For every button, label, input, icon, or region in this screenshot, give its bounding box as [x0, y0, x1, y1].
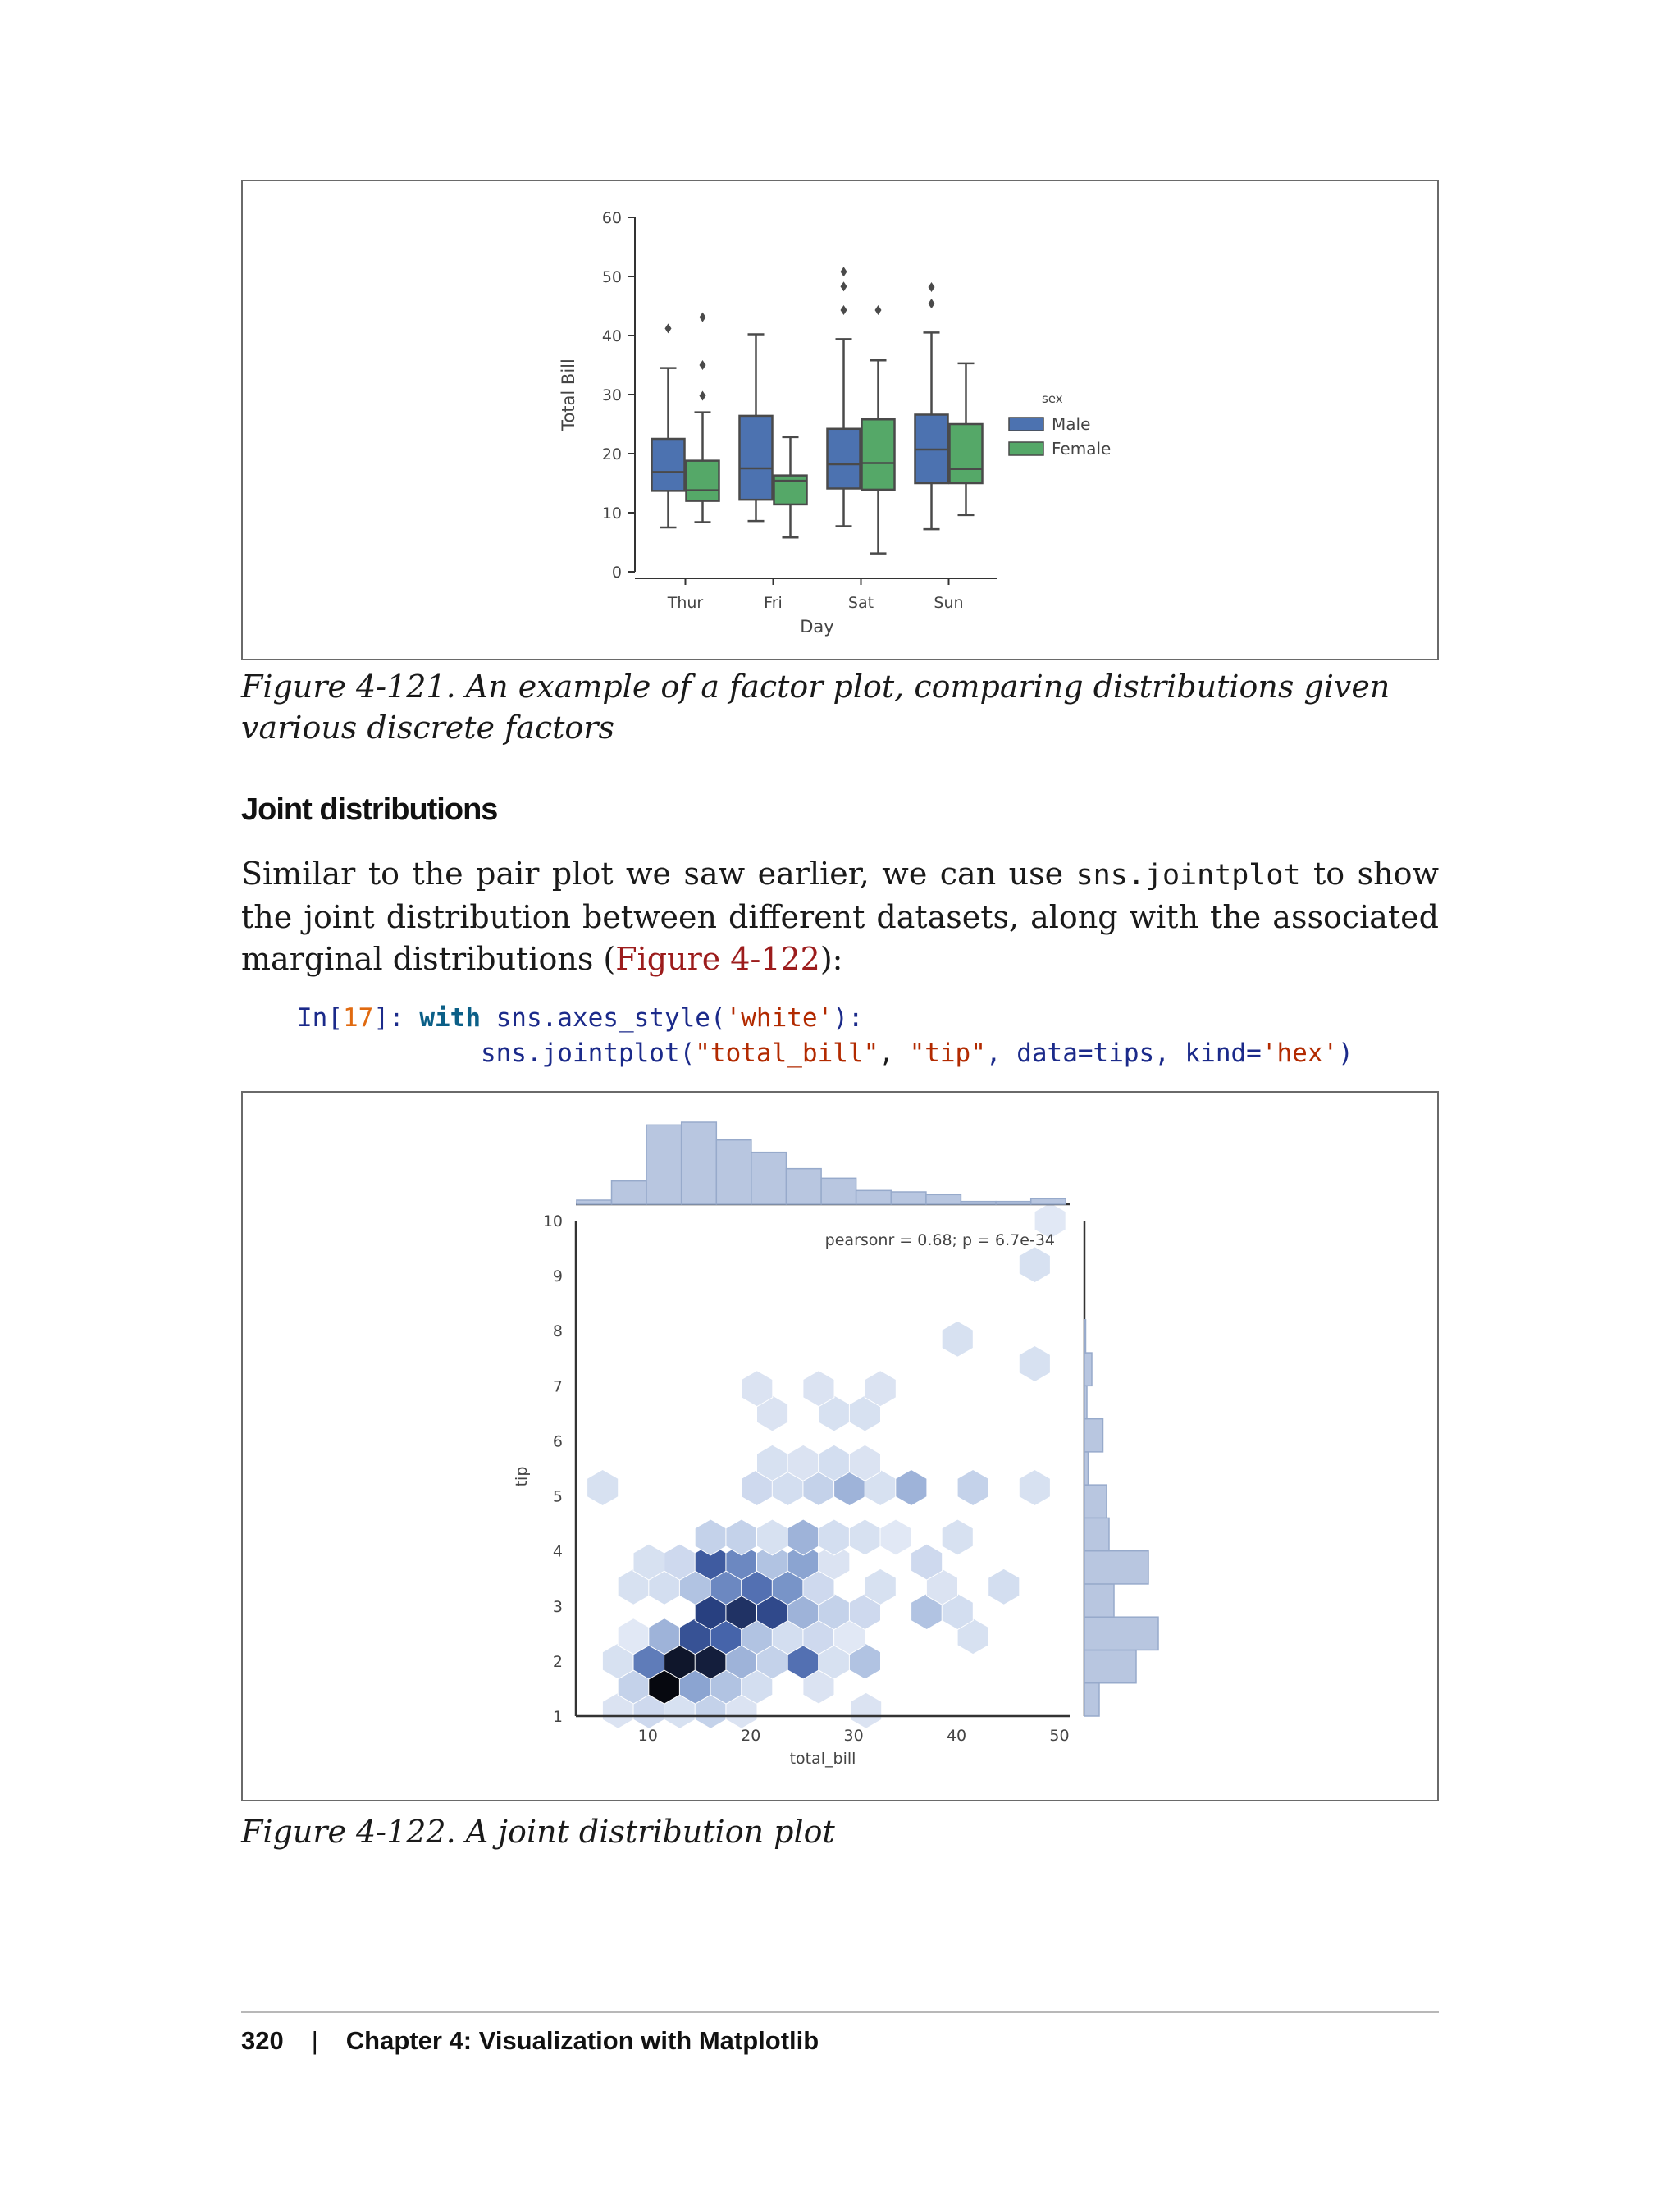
hexbin-cell: [896, 1470, 927, 1506]
box-female-thur: [687, 313, 719, 523]
correlation-annotation: pearsonr = 0.68; p = 6.7e-34: [824, 1231, 1055, 1249]
code-line2-string3: 'hex': [1261, 1039, 1339, 1068]
marginal-x-bar: [786, 1169, 821, 1204]
iqr-box: [862, 419, 895, 490]
hexbin-cell: [988, 1568, 1020, 1605]
marginal-x-bar: [821, 1178, 856, 1204]
hexbin-cell: [880, 1519, 911, 1555]
outlier-point: [841, 305, 847, 315]
hexbin-cell: [957, 1470, 988, 1506]
marginal-x-bar: [682, 1122, 717, 1204]
body-paragraph: [241, 853, 1439, 980]
y-tick-label: 30: [601, 386, 622, 404]
marginal-y-bar: [1084, 1518, 1109, 1550]
y-axis-label: Total Bill: [559, 358, 578, 431]
box-male-sat: [828, 267, 861, 526]
box-female-sat: [862, 305, 895, 554]
code-keyword: with: [419, 1003, 481, 1033]
marginal-x-bar: [751, 1153, 787, 1204]
factor-box-plot: [243, 181, 1437, 659]
marginal-y-bar: [1084, 1683, 1099, 1716]
marginal-x-bar: [577, 1200, 612, 1204]
x-axis-label: total_bill: [789, 1750, 856, 1768]
y-tick-label: 2: [552, 1652, 563, 1671]
hexbin-cell: [587, 1470, 619, 1506]
marginal-x-bar: [1031, 1198, 1066, 1204]
inline-code: sns.jointplot: [1075, 859, 1301, 892]
code-line2-call: sns.jointplot(: [480, 1039, 696, 1068]
y-tick-label: 6: [552, 1432, 563, 1451]
marginal-x-bar: [646, 1125, 682, 1204]
x-axis-label: Day: [800, 617, 834, 637]
outlier-point: [700, 313, 706, 322]
x-tick-label: 30: [843, 1727, 864, 1745]
box-male-fri: [740, 335, 773, 522]
y-tick-label: 8: [552, 1322, 563, 1341]
x-tick-label: 40: [946, 1727, 967, 1745]
outlier-point: [929, 299, 935, 308]
y-tick-label: 10: [601, 504, 622, 523]
legend-swatch-female: [1009, 442, 1043, 455]
code-line2-end: ): [1338, 1039, 1354, 1068]
y-tick-label: 5: [552, 1487, 563, 1506]
x-tick-label: 10: [637, 1727, 658, 1745]
iqr-box: [828, 429, 861, 489]
code-line1-call: sns.axes_style(: [480, 1003, 726, 1033]
marginal-y-bar: [1084, 1617, 1158, 1650]
page-number: 320: [241, 2026, 284, 2055]
code-line2-indent: [297, 1039, 481, 1068]
legend-label-female: Female: [1052, 439, 1112, 459]
outlier-point: [841, 267, 847, 276]
hexbin-cell: [851, 1692, 882, 1728]
code-prompt: In[: [297, 1003, 343, 1033]
legend-swatch-male: [1009, 418, 1043, 431]
marginal-y-bar: [1084, 1320, 1086, 1353]
x-tick-label: Thur: [667, 594, 704, 612]
hexbin-cell: [942, 1321, 973, 1357]
code-prompt-number: 17: [343, 1003, 374, 1033]
marginal-x-bar: [891, 1192, 926, 1204]
marginal-x-bar: [612, 1181, 647, 1204]
footer-rule: [241, 2011, 1439, 2013]
x-tick-label: Fri: [764, 594, 783, 612]
box-male-thur: [652, 323, 685, 527]
body-text-part1: Similar to the pair plot we saw earlier, we can use: [241, 856, 1076, 892]
y-tick-label: 20: [601, 445, 622, 463]
marginal-y-bar: [1084, 1485, 1107, 1518]
legend-label-male: Male: [1052, 414, 1091, 434]
joint-distribution-plot: [243, 1093, 1437, 1800]
marginal-x-bar: [996, 1202, 1031, 1204]
marginal-x-bar: [926, 1194, 961, 1204]
marginal-y-bar: [1084, 1353, 1092, 1386]
code-line2-args: , data=tips, kind=: [985, 1039, 1262, 1068]
body-text-part2: to show the joint distribution between different datasets, along with the associated marginal distributions (: [241, 856, 1440, 977]
code-line2-string1: "total_bill": [695, 1039, 879, 1068]
hexbin-cell: [1019, 1247, 1050, 1283]
y-tick-label: 4: [552, 1542, 563, 1561]
marginal-y-bar: [1084, 1584, 1114, 1617]
hexbin-cell: [849, 1519, 880, 1555]
outlier-point: [929, 282, 935, 292]
iqr-box: [740, 416, 773, 500]
code-line2-string2: "tip": [909, 1039, 986, 1068]
box-female-fri: [774, 437, 807, 537]
marginal-y-bar: [1084, 1419, 1103, 1452]
code-line1-string: 'white': [725, 1003, 833, 1033]
y-tick-label: 7: [552, 1377, 563, 1396]
box-male-sun: [915, 282, 948, 529]
marginal-x-bar: [961, 1202, 996, 1204]
hexbin-cell: [942, 1519, 973, 1555]
code-line2-comma: ,: [879, 1039, 910, 1068]
marginal-y-bar: [1084, 1650, 1136, 1682]
y-tick-label: 1: [552, 1708, 563, 1726]
outlier-point: [665, 323, 672, 333]
chapter-title: Chapter 4: Visualization with Matplotlib: [345, 2026, 819, 2055]
hexbin-cell: [1019, 1346, 1050, 1382]
hexbin-cell: [1019, 1470, 1050, 1506]
x-tick-label: Sun: [934, 594, 964, 612]
figure-121-frame: [241, 180, 1439, 660]
y-tick-label: 9: [552, 1267, 563, 1286]
outlier-point: [700, 360, 706, 370]
iqr-box: [950, 424, 983, 483]
page-footer: [241, 2026, 819, 2056]
hexbin-layer: [587, 1203, 1066, 1728]
marginal-x-bar: [856, 1190, 892, 1204]
y-axis-label: tip: [513, 1466, 531, 1487]
section-heading: Joint distributions: [241, 792, 498, 827]
legend-title: sex: [1042, 391, 1063, 406]
y-tick-label: 10: [542, 1212, 563, 1230]
marginal-x-bar: [716, 1140, 751, 1204]
iqr-box: [687, 461, 719, 501]
code-listing: [297, 1001, 1354, 1071]
figure-121-caption: Figure 4-121. An example of a factor plot, comparing distributions given various discrete factors: [241, 669, 1390, 746]
y-tick-label: 0: [611, 564, 622, 582]
marginal-y-bar: [1084, 1452, 1089, 1485]
x-tick-label: 50: [1049, 1727, 1070, 1745]
outlier-point: [875, 305, 882, 315]
figure-122-frame: [241, 1091, 1439, 1801]
marginal-y-bar: [1084, 1386, 1087, 1418]
y-tick-label: 60: [601, 209, 622, 227]
box-female-sun: [950, 363, 983, 515]
x-tick-label: Sat: [847, 594, 874, 612]
y-tick-label: 50: [601, 268, 622, 286]
iqr-box: [652, 439, 685, 491]
footer-separator: |: [311, 2026, 318, 2055]
figure-122-caption: Figure 4-122. A joint distribution plot: [241, 1814, 835, 1850]
body-text-part3: ):: [819, 941, 843, 977]
code-line1-end: ):: [833, 1003, 864, 1033]
x-tick-label: 20: [741, 1727, 761, 1745]
outlier-point: [841, 281, 847, 291]
outlier-point: [700, 390, 706, 400]
y-tick-label: 3: [552, 1597, 563, 1616]
figure-cross-reference-link[interactable]: Figure 4-122: [615, 941, 820, 977]
y-tick-label: 40: [601, 327, 622, 345]
marginal-y-bar: [1084, 1551, 1148, 1584]
code-prompt-end: ]:: [373, 1003, 420, 1033]
